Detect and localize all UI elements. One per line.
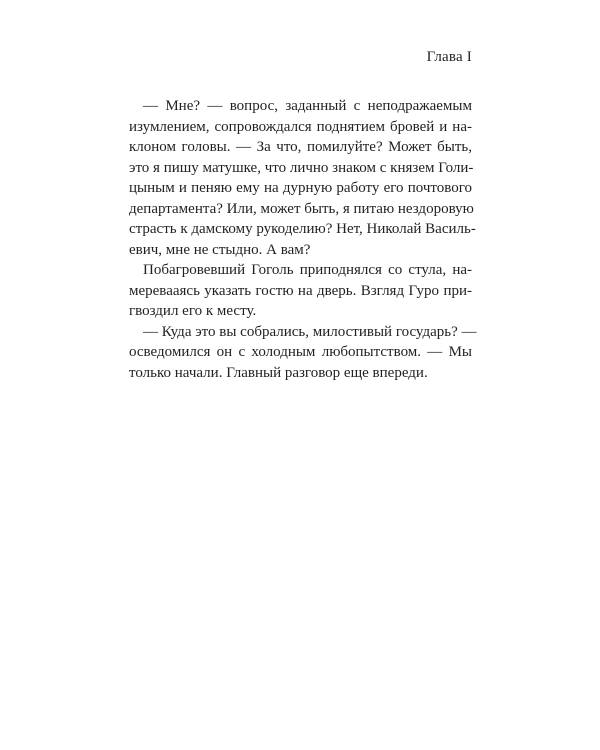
text-line: изумлением, сопровождался поднятием бровей и на- — [129, 118, 472, 135]
text-line: страсть к дамскому рукоделию? Нет, Николай Василь- — [129, 221, 476, 237]
text-line: департамента? Или, может быть, я питаю нездоровую — [129, 200, 474, 217]
text-line: евич, мне не стыдно. А вам? — [129, 241, 311, 258]
text-line: Побагровевший Гоголь приподнялся со стула, на- — [143, 262, 472, 278]
text-line: осведомился он с холодным любопытством. — Мы — [129, 344, 472, 360]
text-line: меревааясь указать гостю на дверь. Взгляд Гуро при- — [129, 282, 472, 299]
text-line: — Куда это вы собрались, милостивый государь? — — [143, 323, 477, 340]
text-line: клоном головы. — За что, помилуйте? Может быть, — [129, 139, 472, 155]
body-text — [129, 96, 477, 383]
text-line: гвоздил его к месту. — [129, 303, 257, 319]
text-line: только начали. Главный разговор еще впереди. — [129, 364, 428, 381]
text-line: — Мне? — вопрос, заданный с неподражаемым — [143, 98, 472, 114]
text-line: цыным и пеняю ему на дурную работу его почтового — [129, 180, 472, 196]
running-head: Глава I — [426, 49, 472, 65]
text-line: это я пишу матушке, что лично знаком с князем Голи- — [129, 159, 474, 176]
